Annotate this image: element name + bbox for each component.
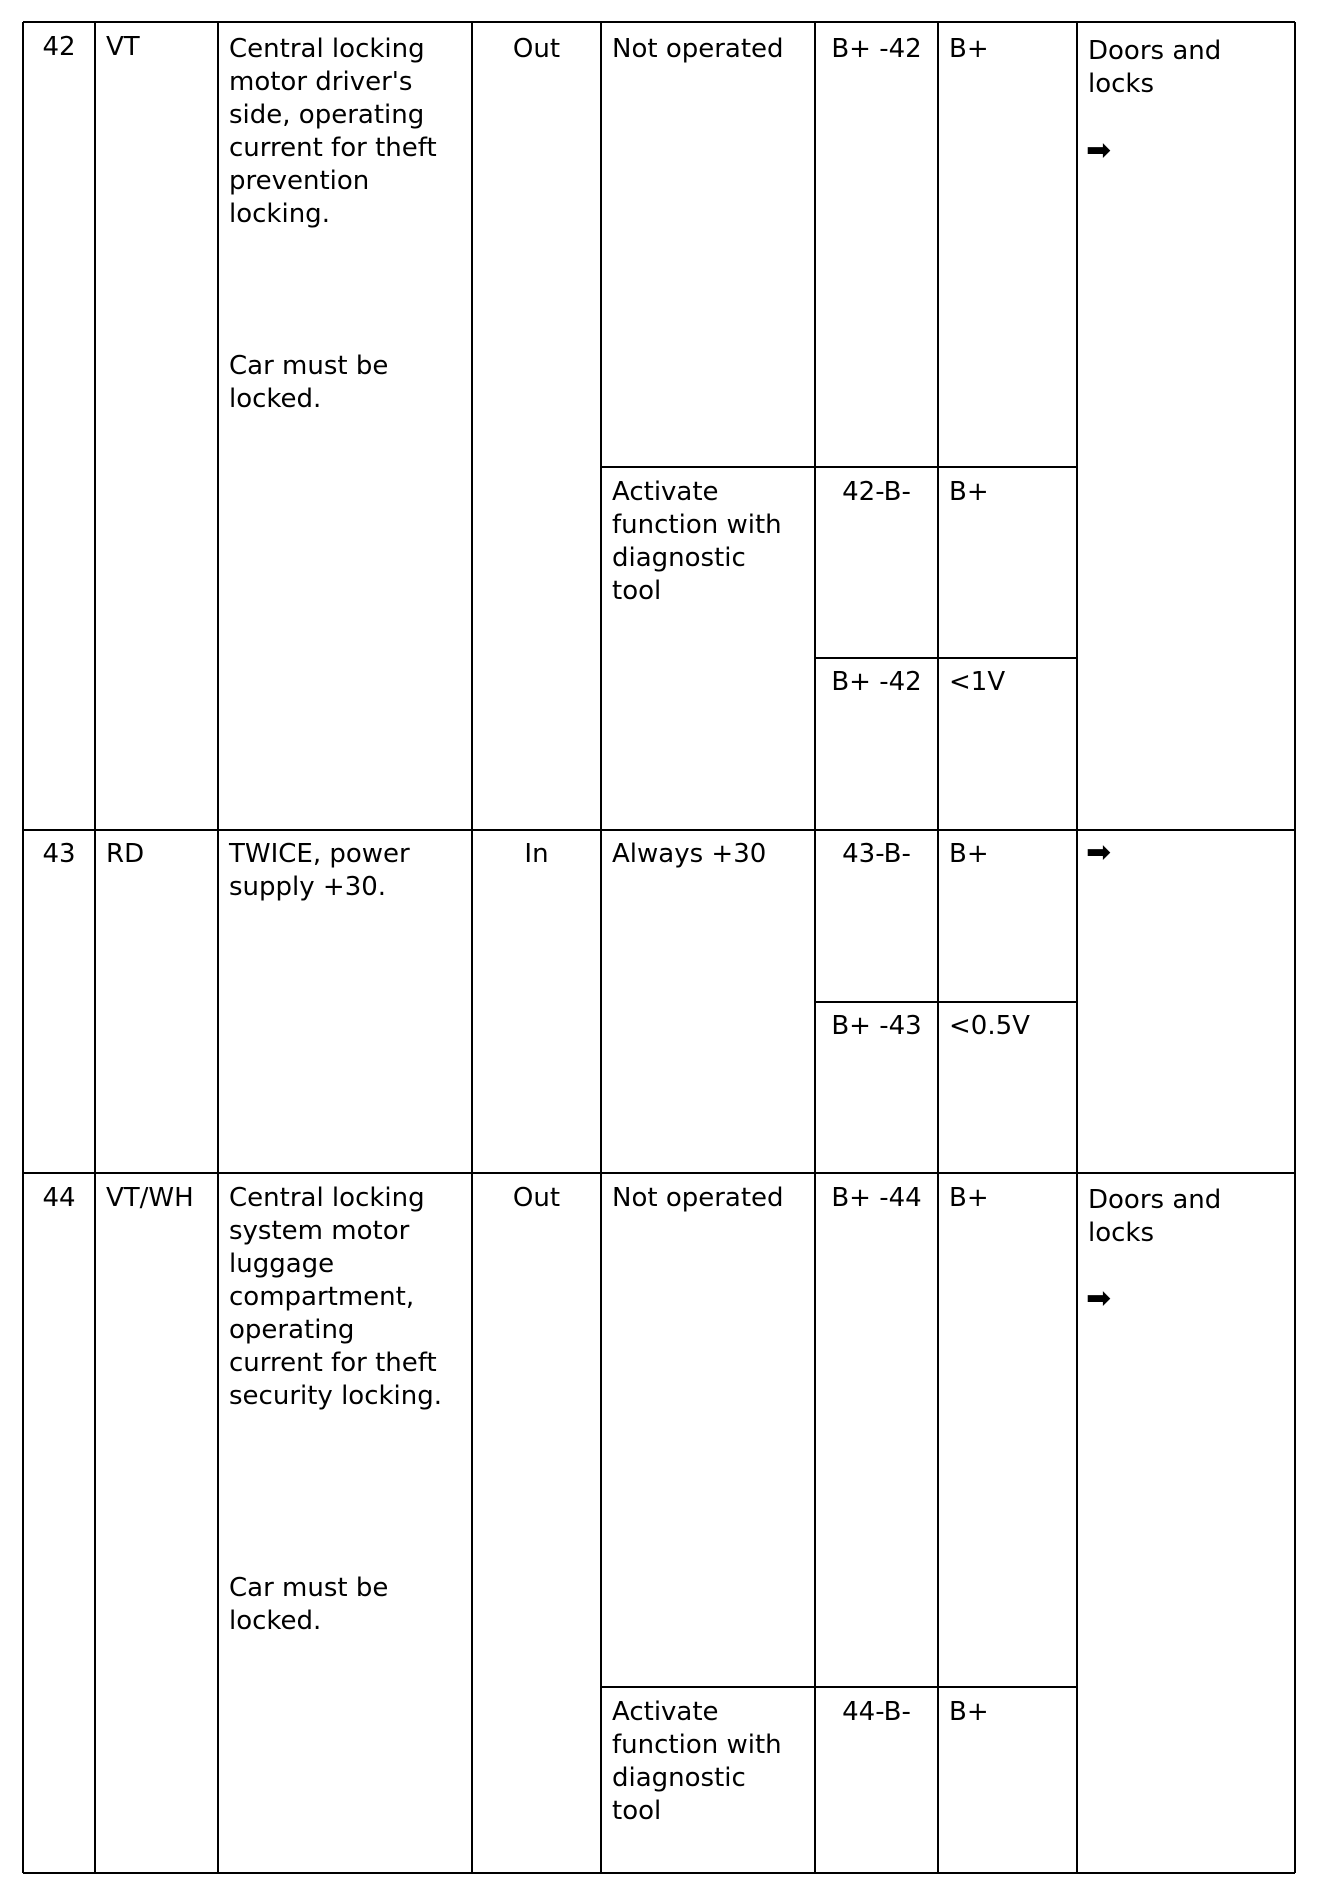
- reference-link[interactable]: Doors and locks: [1088, 1185, 1222, 1248]
- expected-value: B+: [949, 1183, 989, 1213]
- right-arrow-icon[interactable]: ➡: [1086, 1281, 1112, 1316]
- wire-color: RD: [106, 839, 145, 869]
- measure-point: 42-B-: [842, 477, 911, 507]
- wire-color: VT: [106, 32, 140, 62]
- reference-link[interactable]: Doors and locks: [1088, 36, 1222, 99]
- test-condition: Always +30: [612, 839, 767, 869]
- pin-note: Car must be locked.: [229, 1573, 389, 1636]
- measure-point: B+ -42: [831, 667, 922, 697]
- measure-point: 44-B-: [842, 1697, 911, 1727]
- pin-note: Car must be locked.: [229, 351, 389, 414]
- expected-value: <0.5V: [949, 1011, 1030, 1041]
- signal-direction: Out: [512, 1183, 561, 1213]
- expected-value: <1V: [949, 667, 1006, 697]
- expected-value: B+: [949, 839, 989, 869]
- right-arrow-icon[interactable]: ➡: [1086, 133, 1112, 168]
- measure-point: 43-B-: [842, 839, 911, 869]
- measure-point: B+ -44: [831, 1183, 922, 1213]
- pin-description: Central locking motor driver's side, operating current for theft prevention locking.: [229, 34, 437, 229]
- pin-description: Central locking system motor luggage compartment, operating current for theft security locking.: [229, 1183, 443, 1411]
- expected-value: B+: [949, 1697, 989, 1727]
- right-arrow-icon[interactable]: ➡: [1086, 835, 1112, 870]
- test-condition: Activate function with diagnostic tool: [612, 477, 782, 606]
- pin-number: 42: [42, 32, 76, 62]
- measure-point: B+ -42: [831, 34, 922, 64]
- pin-number: 43: [42, 839, 76, 869]
- signal-direction: In: [524, 839, 549, 869]
- wire-color: VT/WH: [106, 1183, 194, 1213]
- test-condition: Activate function with diagnostic tool: [612, 1697, 782, 1826]
- expected-value: B+: [949, 34, 989, 64]
- expected-value: B+: [949, 477, 989, 507]
- test-condition: Not operated: [612, 34, 784, 64]
- signal-direction: Out: [512, 34, 561, 64]
- measure-point: B+ -43: [831, 1011, 922, 1041]
- pin-number: 44: [42, 1183, 76, 1213]
- pin-description: TWICE, power supply +30.: [229, 839, 410, 902]
- test-condition: Not operated: [612, 1183, 784, 1213]
